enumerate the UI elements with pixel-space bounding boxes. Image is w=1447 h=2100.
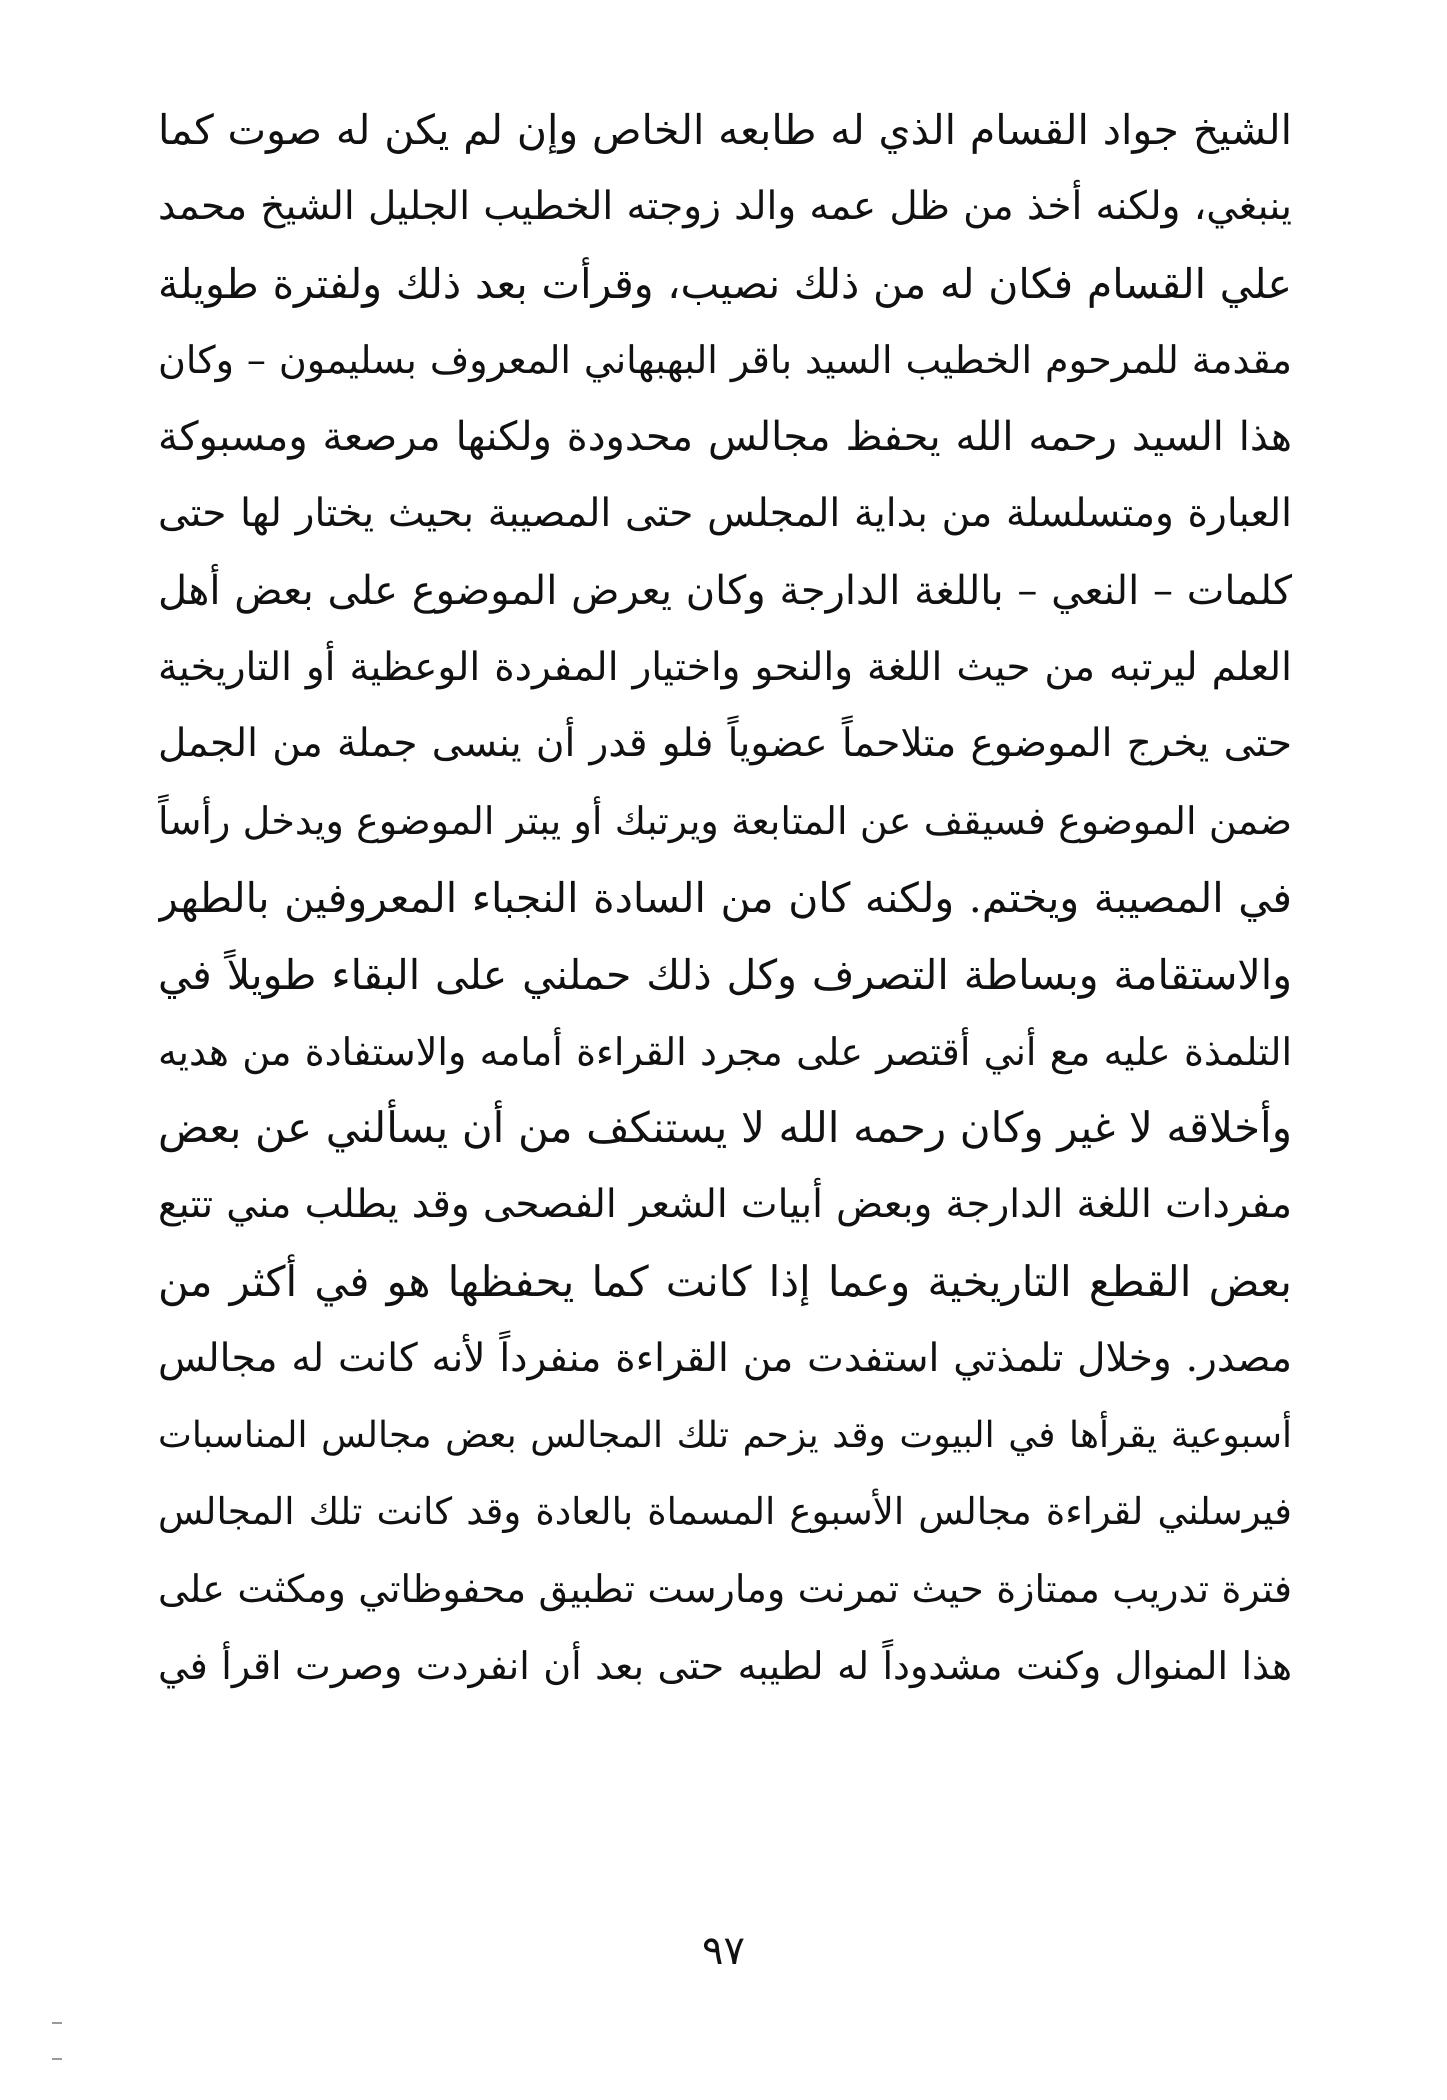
page-number: ٩٧ bbox=[702, 1928, 745, 1974]
text-line: التلمذة عليه مع أني أقتصر على مجرد القراءة أمامه والاستفادة من هديه bbox=[158, 1029, 1292, 1074]
text-line: كلمات – النعي – باللغة الدارجة وكان يعرض الموضوع على بعض أهل bbox=[158, 567, 1292, 614]
text-line: العبارة ومتسلسلة من بداية المجلس حتى المصيبة بحيث يختار لها حتى bbox=[158, 490, 1292, 536]
text-line: حتى يخرج الموضوع متلاحماً عضوياً فلو قدر أن ينسى جملة من الجمل bbox=[158, 721, 1292, 767]
text-line: ضمن الموضوع فسيقف عن المتابعة ويرتبك أو يبتر الموضوع ويدخل رأساً bbox=[158, 799, 1292, 844]
edge-mark bbox=[52, 2058, 62, 2060]
text-line: ينبغي، ولكنه أخذ من ظل عمه والد زوجته الخطيب الجليل الشيخ محمد bbox=[158, 183, 1292, 229]
text-line: العلم ليرتبه من حيث اللغة والنحو واختيار المفردة الوعظية أو التاريخية bbox=[158, 644, 1292, 690]
text-line: في المصيبة ويختم. ولكنه كان من السادة النجباء المعروفين بالطهر bbox=[158, 873, 1292, 922]
text-line: الشيخ جواد القسام الذي له طابعه الخاص وإن لم يكن له صوت كما bbox=[158, 106, 1292, 154]
text-line: فترة تدريب ممتازة حيث تمرنت ومارست تطبيق محفوظاتي ومكثت على bbox=[158, 1567, 1292, 1612]
text-line: علي القسام فكان له من ذلك نصيب، وقرأت بعد ذلك ولفترة طويلة bbox=[158, 259, 1292, 308]
edge-mark bbox=[52, 2022, 62, 2024]
text-line: مصدر. وخلال تلمذتي استفدت من القراءة منفرداً لأنه كانت له مجالس bbox=[158, 1335, 1292, 1381]
text-line: أسبوعية يقرأها في البيوت وقد يزحم تلك المجالس بعض مجالس المناسبات bbox=[158, 1414, 1292, 1456]
text-line: والاستقامة وبساطة التصرف وكل ذلك حملني على البقاء طويلاً في bbox=[158, 950, 1292, 999]
text-line: مقدمة للمرحوم الخطيب السيد باقر البهبهاني المعروف بسليمون – وكان bbox=[158, 338, 1292, 383]
text-line: وأخلاقه لا غير وكان رحمه الله لا يستنكف من أن يسألني عن بعض bbox=[158, 1103, 1292, 1153]
text-line: هذا السيد رحمه الله يحفظ مجالس محدودة ولكنها مرصعة ومسبوكة bbox=[158, 414, 1292, 461]
text-line: فيرسلني لقراءة مجالس الأسبوع المسماة بالعادة وقد كانت تلك المجالس bbox=[158, 1490, 1292, 1534]
body-text bbox=[158, 92, 1292, 1705]
text-line: مفردات اللغة الدارجة وبعض أبيات الشعر الفصحى وقد يطلب مني تتبع bbox=[158, 1182, 1292, 1228]
text-line: بعض القطع التاريخية وعما إذا كانت كما يحفظها هو في أكثر من bbox=[158, 1256, 1292, 1306]
text-line: هذا المنوال وكنت مشدوداً له لطيبه حتى بعد أن انفردت وصرت اقرأ في bbox=[158, 1643, 1292, 1688]
